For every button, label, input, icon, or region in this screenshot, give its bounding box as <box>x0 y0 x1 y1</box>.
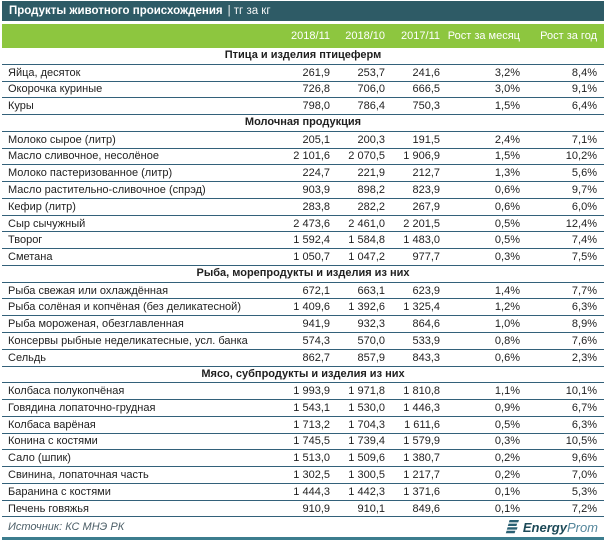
row-label: Сметана <box>8 251 53 264</box>
cell-2017-11: 1 810,8 <box>403 385 440 398</box>
row-label: Окорочка куриные <box>8 83 103 96</box>
table-body <box>2 48 604 517</box>
energyprom-logo-text <box>523 520 598 535</box>
cell-2018-10: 1 704,3 <box>348 418 385 431</box>
cell-growth-year: 7,2% <box>571 502 597 515</box>
cell-growth-month: 1,4% <box>494 284 520 297</box>
cell-2018-10: 706,0 <box>357 83 385 96</box>
cell-2018-10: 1 300,5 <box>348 469 385 482</box>
table-row <box>2 182 604 199</box>
cell-2018-10: 1 530,0 <box>348 401 385 414</box>
cell-growth-year: 9,6% <box>571 452 597 465</box>
cell-2018-10: 663,1 <box>357 284 385 297</box>
section-header: Молочная продукция <box>2 115 604 132</box>
cell-growth-year: 6,4% <box>571 100 597 113</box>
cell-growth-month: 0,5% <box>494 234 520 247</box>
cell-growth-month: 0,3% <box>494 435 520 448</box>
cell-2017-11: 1 325,4 <box>403 301 440 314</box>
cell-growth-month: 0,8% <box>494 334 520 347</box>
cell-2018-11: 798,0 <box>302 100 330 113</box>
row-label: Говядина лопаточно-грудная <box>8 401 156 414</box>
table-row <box>2 299 604 316</box>
row-label: Колбаса полукопчёная <box>8 385 125 398</box>
column-header-row <box>2 24 604 48</box>
table-row <box>2 199 604 216</box>
table-row <box>2 283 604 300</box>
cell-growth-month: 0,6% <box>494 351 520 364</box>
cell-2018-11: 1 513,0 <box>293 452 330 465</box>
cell-2017-11: 533,9 <box>412 334 440 347</box>
cell-growth-month: 0,1% <box>494 502 520 515</box>
cell-growth-month: 3,2% <box>494 66 520 79</box>
cell-growth-month: 0,2% <box>494 469 520 482</box>
cell-growth-month: 0,5% <box>494 217 520 230</box>
cell-growth-year: 10,1% <box>565 385 597 398</box>
cell-2018-11: 1 050,7 <box>293 251 330 264</box>
row-label: Рыба солёная и копчёная (без деликатесной) <box>8 301 241 314</box>
cell-2018-11: 910,9 <box>302 502 330 515</box>
cell-growth-month: 0,3% <box>494 251 520 264</box>
row-label: Печень говяжья <box>8 502 89 515</box>
cell-2018-11: 205,1 <box>302 133 330 146</box>
cell-2017-11: 267,9 <box>412 200 440 213</box>
cell-2018-10: 1 047,2 <box>348 251 385 264</box>
cell-2018-11: 224,7 <box>302 167 330 180</box>
table-row <box>2 316 604 333</box>
cell-2018-11: 1 543,1 <box>293 401 330 414</box>
cell-2018-10: 786,4 <box>357 100 385 113</box>
cell-2018-10: 2 461,0 <box>348 217 385 230</box>
column-header-2018-11: 2018/11 <box>291 30 330 42</box>
cell-2018-11: 941,9 <box>302 318 330 331</box>
cell-2017-11: 750,3 <box>412 100 440 113</box>
cell-2017-11: 849,6 <box>412 502 440 515</box>
source-note: Источник: КС МНЭ РК <box>8 521 125 534</box>
cell-2018-11: 283,8 <box>302 200 330 213</box>
cell-2018-11: 1 592,4 <box>293 234 330 247</box>
row-label: Конина с костями <box>8 435 98 448</box>
cell-2018-10: 1 392,6 <box>348 301 385 314</box>
cell-2017-11: 241,6 <box>412 66 440 79</box>
cell-2018-10: 282,2 <box>357 200 385 213</box>
page-title: Продукты животного происхождения <box>9 5 223 17</box>
title-unit-label: | тг за кг <box>227 5 271 17</box>
row-label: Колбаса варёная <box>8 418 96 431</box>
row-label: Свинина, лопаточная часть <box>8 469 149 482</box>
cell-2018-11: 726,8 <box>302 83 330 96</box>
cell-2017-11: 1 579,9 <box>403 435 440 448</box>
cell-2017-11: 1 906,9 <box>403 150 440 163</box>
cell-2018-11: 261,9 <box>302 66 330 79</box>
section-header: Мясо, субпродукты и изделия из них <box>2 367 604 384</box>
cell-growth-year: 2,3% <box>571 351 597 364</box>
row-label: Яйца, десяток <box>8 66 81 79</box>
cell-2018-10: 1 971,8 <box>348 385 385 398</box>
cell-2018-10: 1 584,8 <box>348 234 385 247</box>
cell-2018-11: 2 101,6 <box>293 150 330 163</box>
cell-2018-11: 1 302,5 <box>293 469 330 482</box>
row-label: Творог <box>8 234 43 247</box>
cell-2017-11: 843,3 <box>412 351 440 364</box>
cell-2018-11: 1 745,5 <box>293 435 330 448</box>
cell-growth-year: 12,4% <box>565 217 597 230</box>
table-row <box>2 501 604 518</box>
cell-growth-year: 8,4% <box>571 66 597 79</box>
cell-2018-10: 221,9 <box>357 167 385 180</box>
cell-growth-year: 5,3% <box>571 485 597 498</box>
cell-2018-11: 1 713,2 <box>293 418 330 431</box>
cell-growth-month: 1,0% <box>494 318 520 331</box>
cell-2018-11: 903,9 <box>302 184 330 196</box>
cell-2018-11: 2 473,6 <box>293 217 330 230</box>
logo-text-energy: Energy <box>522 519 567 535</box>
cell-growth-month: 0,2% <box>494 452 520 465</box>
table-row <box>2 149 604 166</box>
cell-2017-11: 191,5 <box>412 133 440 146</box>
cell-2017-11: 1 380,7 <box>403 452 440 465</box>
section-header: Рыба, морепродукты и изделия из них <box>2 266 604 283</box>
row-label: Рыба мороженая, обезглавленная <box>8 318 184 331</box>
cell-growth-year: 6,0% <box>571 200 597 213</box>
cell-growth-year: 6,3% <box>571 301 597 314</box>
cell-growth-month: 1,3% <box>494 167 520 180</box>
section-header: Птица и изделия птицеферм <box>2 48 604 65</box>
table-row <box>2 82 604 99</box>
cell-growth-month: 2,4% <box>494 133 520 146</box>
table-row <box>2 450 604 467</box>
table-row <box>2 216 604 233</box>
logo-text-prom: Prom <box>566 519 598 535</box>
cell-2017-11: 666,5 <box>412 83 440 96</box>
cell-2017-11: 623,9 <box>412 284 440 297</box>
table-row <box>2 467 604 484</box>
cell-growth-year: 9,7% <box>571 184 597 196</box>
cell-2018-11: 672,1 <box>302 284 330 297</box>
table-row <box>2 232 604 249</box>
table-row <box>2 165 604 182</box>
cell-growth-year: 9,1% <box>571 83 597 96</box>
cell-growth-month: 1,2% <box>494 301 520 314</box>
table-row <box>2 417 604 434</box>
cell-2017-11: 1 446,3 <box>403 401 440 414</box>
cell-2018-10: 200,3 <box>357 133 385 146</box>
cell-growth-year: 10,2% <box>565 150 597 163</box>
title-bar <box>2 1 604 21</box>
cell-2018-11: 574,3 <box>302 334 330 347</box>
cell-growth-year: 7,6% <box>571 334 597 347</box>
cell-growth-year: 7,0% <box>571 469 597 482</box>
cell-growth-year: 6,7% <box>571 401 597 414</box>
cell-2017-11: 1 371,6 <box>403 485 440 498</box>
cell-growth-year: 10,5% <box>565 435 597 448</box>
cell-growth-year: 7,4% <box>571 234 597 247</box>
energyprom-logo-icon <box>505 520 520 534</box>
row-label: Сельдь <box>8 351 46 364</box>
cell-growth-month: 1,1% <box>494 385 520 398</box>
cell-growth-year: 5,6% <box>571 167 597 180</box>
cell-growth-month: 1,5% <box>494 100 520 113</box>
cell-2017-11: 1 483,0 <box>403 234 440 247</box>
cell-2018-11: 1 409,6 <box>293 301 330 314</box>
cell-growth-month: 0,5% <box>494 418 520 431</box>
row-label: Молоко сырое (литр) <box>8 133 116 146</box>
cell-2018-10: 910,1 <box>357 502 385 515</box>
cell-growth-year: 7,1% <box>571 133 597 146</box>
cell-growth-month: 1,5% <box>494 150 520 163</box>
row-label: Куры <box>8 100 34 113</box>
cell-2018-10: 570,0 <box>357 334 385 347</box>
cell-2018-11: 1 993,9 <box>293 385 330 398</box>
row-label: Баранина с костями <box>8 485 111 498</box>
table-row <box>2 132 604 149</box>
table-row <box>2 484 604 501</box>
footer <box>2 517 604 537</box>
cell-growth-year: 6,3% <box>571 418 597 431</box>
cell-growth-month: 0,6% <box>494 184 520 196</box>
table-row <box>2 98 604 115</box>
cell-growth-year: 7,7% <box>571 284 597 297</box>
cell-2018-10: 932,3 <box>357 318 385 331</box>
cell-2017-11: 2 201,5 <box>403 217 440 230</box>
cell-2017-11: 977,7 <box>412 251 440 264</box>
cell-2017-11: 1 611,6 <box>404 418 440 431</box>
cell-2018-10: 857,9 <box>357 351 385 364</box>
cell-2017-11: 823,9 <box>412 184 440 196</box>
cell-2018-10: 1 739,4 <box>348 435 385 448</box>
table-row <box>2 350 604 367</box>
row-label: Рыба свежая или охлаждённая <box>8 284 169 297</box>
row-label: Кефир (литр) <box>8 200 76 213</box>
cell-2018-10: 1 442,3 <box>348 485 385 498</box>
cell-2018-10: 253,7 <box>357 66 385 79</box>
cell-2018-10: 898,2 <box>357 184 385 196</box>
cell-growth-month: 3,0% <box>494 83 520 96</box>
row-label: Сало (шпик) <box>8 452 71 465</box>
column-header-2018-10: 2018/10 <box>345 30 385 42</box>
row-label: Молоко пастеризованное (литр) <box>8 167 173 180</box>
cell-growth-month: 0,1% <box>494 485 520 498</box>
cell-2017-11: 1 217,7 <box>403 469 440 482</box>
table-row <box>2 65 604 82</box>
cell-2018-10: 1 509,6 <box>348 452 385 465</box>
cell-growth-year: 7,5% <box>571 251 597 264</box>
cell-2017-11: 864,6 <box>412 318 440 331</box>
table-row <box>2 434 604 451</box>
cell-growth-year: 8,9% <box>571 318 597 331</box>
table-row <box>2 249 604 266</box>
column-header-2017-11: 2017/11 <box>401 30 440 42</box>
cell-growth-month: 0,9% <box>494 401 520 414</box>
row-label: Консервы рыбные неделикатесные, усл. банка <box>8 334 248 347</box>
cell-2018-11: 862,7 <box>302 351 330 364</box>
table-row <box>2 400 604 417</box>
cell-2018-11: 1 444,3 <box>293 485 330 498</box>
energyprom-logo <box>505 520 598 535</box>
row-label: Сыр сычужный <box>8 217 86 230</box>
column-header-growth-month: Рост за месяц <box>447 30 520 42</box>
row-label: Масло сливочное, несолёное <box>8 150 159 163</box>
table-row <box>2 383 604 400</box>
cell-growth-month: 0,6% <box>494 200 520 213</box>
cell-2017-11: 212,7 <box>412 167 440 180</box>
row-label: Масло растительно-сливочное (спрэд) <box>8 184 206 196</box>
table-row <box>2 333 604 350</box>
column-header-growth-year: Рост за год <box>540 30 597 42</box>
cell-2018-10: 2 070,5 <box>348 150 385 163</box>
